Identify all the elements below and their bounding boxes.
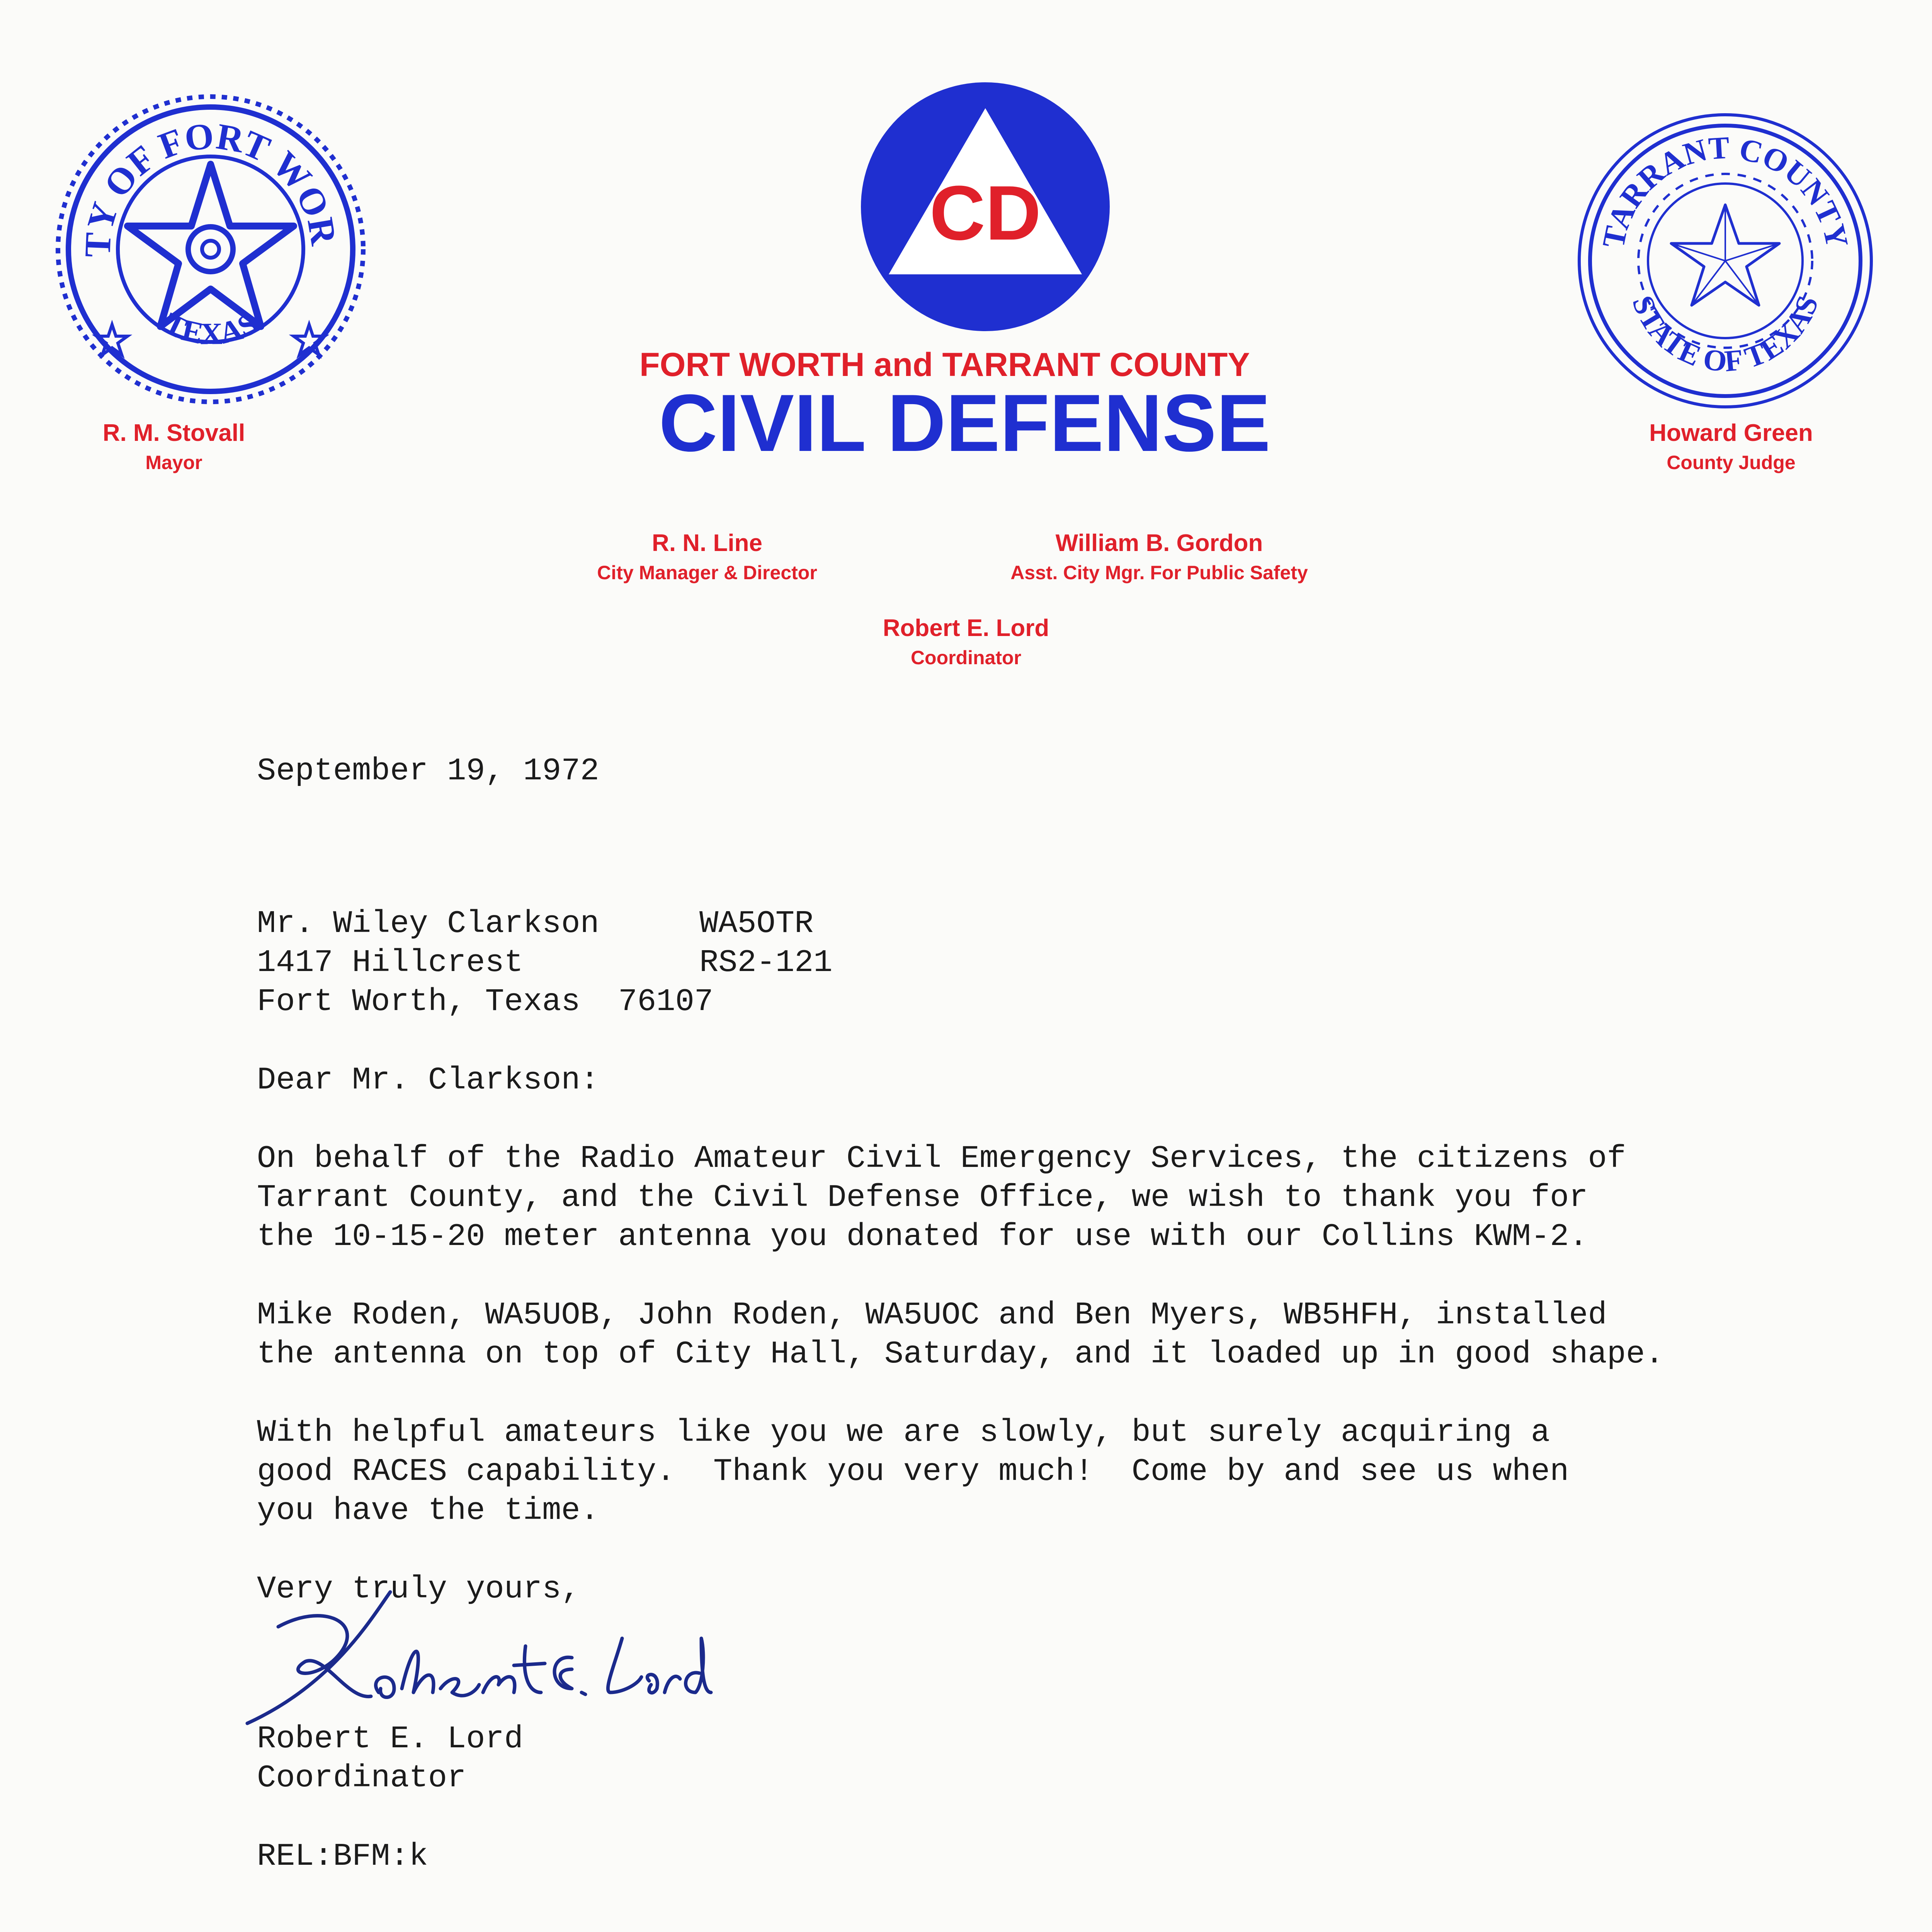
seal-left-top-text: TY OF FORT WOR [77,114,345,258]
officer-title: County Judge [1667,452,1796,473]
recipient-name: Mr. Wiley Clarkson [257,906,599,942]
tarrant-county-seal [1577,112,1874,410]
officer-name: Howard Green [1649,420,1813,446]
officer-mayor [35,419,313,474]
seal-right-top-text: TARRANT COUNTY [1595,130,1855,251]
recipient-street: 1417 Hillcrest [257,945,523,981]
officer-title: Asst. City Mgr. For Public Safety [1010,562,1308,583]
letter-date: September 19, 1972 [257,753,599,789]
officer-title: Mayor [145,452,202,473]
civil-defense-logo [860,81,1111,332]
seal-left-bottom-text: TEXAS [158,306,263,351]
header-line2: CIVIL DEFENSE [659,378,1271,468]
closing: Very truly yours, [257,1571,580,1607]
signer-title: Coordinator [257,1760,466,1796]
paragraph-line: you have the time. [257,1493,599,1529]
reference-initials: REL:BFM:k [257,1838,428,1874]
seal-right-bottom-text: STATE OF TEXAS [1626,291,1825,378]
officer-title: Coordinator [910,647,1022,668]
paragraph-line: On behalf of the Radio Amateur Civil Emergency Services, the citizens of [257,1141,1626,1177]
paragraph-line: the 10-15-20 meter antenna you donated for use with our Collins KWM-2. [257,1219,1588,1255]
recipient-callsign: WA5OTR [699,906,814,942]
paragraph-line: With helpful amateurs like you we are slowly, but surely acquiring a [257,1415,1550,1451]
recipient-city: Fort Worth, Texas 76107 [257,984,713,1020]
city-of-fort-worth-seal [54,93,367,406]
officer-title: City Manager & Director [597,562,817,583]
officer-name: William B. Gordon [1055,530,1263,556]
signer-name: Robert E. Lord [257,1721,523,1757]
officer-asst-city-mgr [947,529,1372,584]
paragraph-line: the antenna on top of City Hall, Saturday, and it loaded up in good shape. [257,1336,1664,1372]
officer-coordinator [811,614,1121,669]
officer-name: R. M. Stovall [102,420,245,446]
header-line1: FORT WORTH and TARRANT COUNTY [639,346,1250,383]
paragraph-line: Tarrant County, and the Civil Defense Office, we wish to thank you for [257,1180,1588,1216]
officer-name: R. N. Line [652,530,762,556]
officer-name: Robert E. Lord [883,615,1049,641]
handwritten-signature [232,1577,715,1743]
officer-city-manager [549,529,866,584]
paragraph-line: Mike Roden, WA5UOB, John Roden, WA5UOC and Ben Myers, WB5HFH, installed [257,1297,1607,1333]
officer-county-judge [1592,419,1870,474]
salutation: Dear Mr. Clarkson: [257,1062,599,1098]
paragraph-line: good RACES capability. Thank you very much! Come by and see us when [257,1454,1569,1490]
recipient-phone-code: RS2-121 [699,945,833,981]
cd-letters: CD [929,170,1041,256]
